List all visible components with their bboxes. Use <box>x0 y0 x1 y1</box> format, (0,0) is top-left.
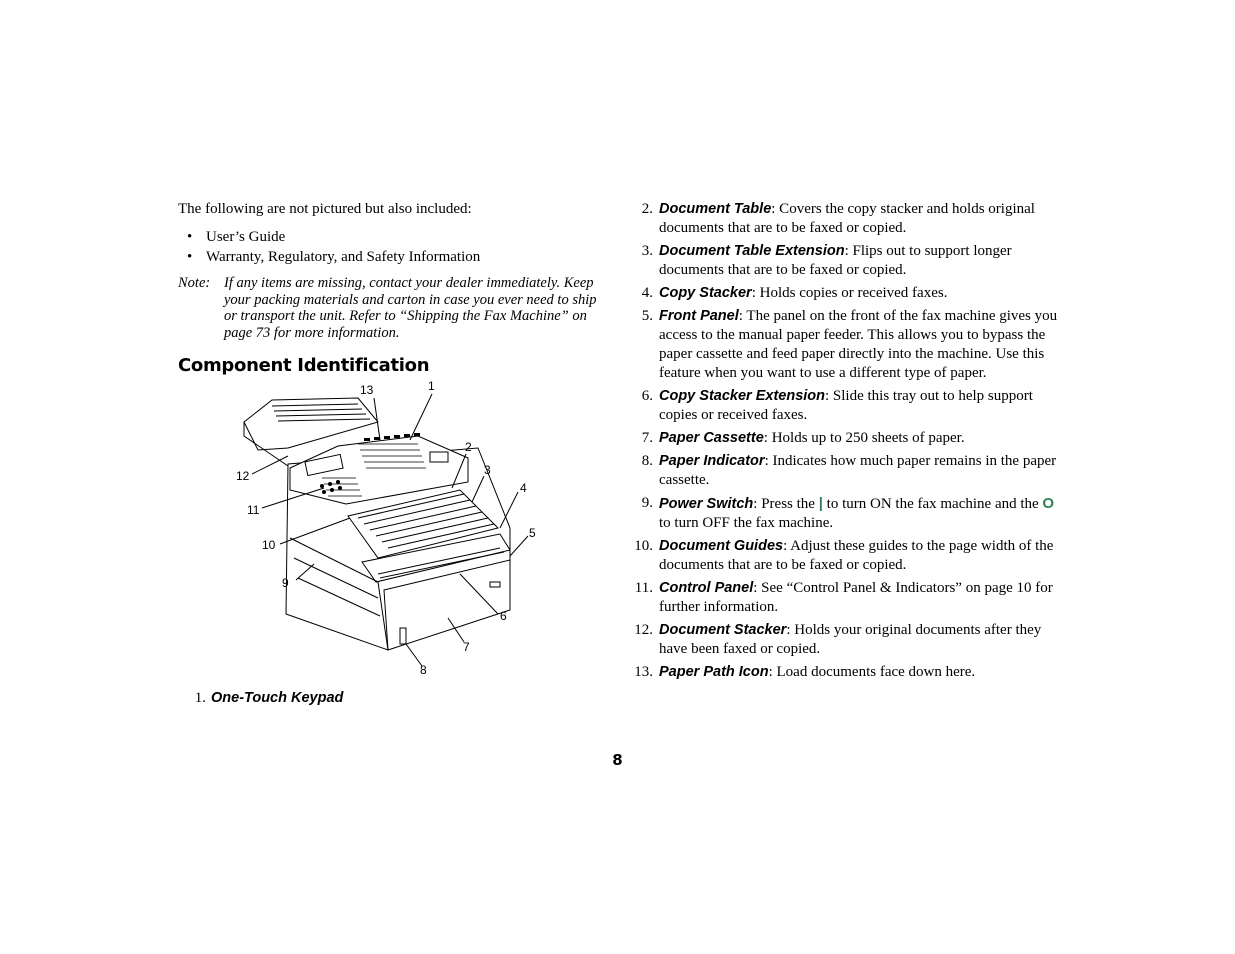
callout-9: 9 <box>282 576 289 590</box>
item-description: : The panel on the front of the fax machine gives you access to the manual paper feeder. This allows you to bypass the paper cassette and feed paper directly into the machine. Use this feature when you want to use a different type of paper. <box>659 308 1058 381</box>
note-text: If any items are missing, contact your dealer immediately. Keep your packing materials and carton in case you ever need to ship or transport the unit. Refer to “Shipping the Fax Machine” on page 73 for more information. <box>224 275 597 341</box>
included-items-list <box>178 227 598 267</box>
list-item <box>628 663 1068 682</box>
item-number: 5. <box>641 308 653 324</box>
fax-machine-diagram <box>228 378 558 680</box>
callout-10: 10 <box>262 538 276 552</box>
item-term: Copy Stacker Extension <box>659 388 825 404</box>
left-column <box>178 200 598 376</box>
callout-8: 8 <box>420 663 427 677</box>
item-description: : Load documents face down here. <box>768 664 976 680</box>
item-description: : Holds up to 250 sheets of paper. <box>763 430 965 446</box>
item-description: : See “Control Panel & Indicators” on page 10 for further information. <box>659 580 1053 615</box>
callout-2: 2 <box>465 440 472 454</box>
item-number: 9. <box>641 495 653 511</box>
item-number: 11. <box>634 580 653 596</box>
callout-12: 12 <box>236 469 250 483</box>
included-item-label: Warranty, Regulatory, and Safety Information <box>206 249 481 265</box>
item-term: Document Guides <box>659 538 784 554</box>
list-item <box>628 429 1068 448</box>
item-description: : Adjust these guides to the page width of the documents that are to be faxed or copied. <box>659 538 1054 573</box>
power-on-symbol: | <box>818 495 823 512</box>
callout-7: 7 <box>463 640 470 654</box>
power-switch-item <box>628 494 1068 533</box>
callout-4: 4 <box>520 481 527 495</box>
list-item <box>628 200 1068 238</box>
item-term: Document Table Extension <box>659 243 845 259</box>
bullet-mark: • <box>187 249 193 265</box>
callout-13: 13 <box>360 383 374 397</box>
item-term: One-Touch Keypad <box>211 690 344 706</box>
list-item <box>628 579 1068 617</box>
item-description: : Covers the copy stacker and holds original documents that are to be faxed or copied. <box>659 201 1035 236</box>
item-term: Paper Indicator <box>659 453 765 469</box>
callout-11: 11 <box>247 503 260 517</box>
item-number: 3. <box>641 243 653 259</box>
list-item <box>628 537 1068 575</box>
list-item <box>628 307 1068 383</box>
item-term: Power Switch <box>659 496 754 512</box>
item-number: 4. <box>641 285 653 301</box>
item-description: : Flips out to support longer documents that are to be faxed or copied. <box>659 243 1012 278</box>
list-item <box>178 227 598 247</box>
item-term: Front Panel <box>659 308 739 324</box>
list-item <box>178 690 343 707</box>
list-item <box>628 387 1068 425</box>
list-item <box>628 621 1068 659</box>
item-number: 8. <box>641 453 653 469</box>
item-number: 6. <box>641 388 653 404</box>
item-description: to turn OFF the fax machine. <box>659 515 834 531</box>
component-list <box>628 200 1068 682</box>
item-number: 13. <box>634 664 653 680</box>
item-term: Document Table <box>659 201 772 217</box>
item-term: Control Panel <box>659 580 754 596</box>
item-term: Paper Path Icon <box>659 664 769 680</box>
note-label: Note: <box>178 275 211 291</box>
list-item <box>628 242 1068 280</box>
missing-items-note <box>178 275 598 341</box>
item-number: 1. <box>194 690 206 706</box>
callout-3: 3 <box>484 463 491 477</box>
callout-1: 1 <box>428 379 435 393</box>
list-item <box>628 284 1068 303</box>
power-off-symbol: O <box>1042 495 1055 512</box>
item-number: 10. <box>634 538 653 554</box>
right-column <box>628 200 1068 686</box>
item-number: 2. <box>641 201 653 217</box>
item-term: Paper Cassette <box>659 430 764 446</box>
section-heading: Component Identification <box>178 355 430 377</box>
callout-6: 6 <box>500 609 507 623</box>
item-description: : Holds your original documents after they have been faxed or copied. <box>659 622 1042 657</box>
item-description: : Press the <box>753 496 819 512</box>
intro-text: The following are not pictured but also included: <box>178 201 472 217</box>
item-description: : Holds copies or received faxes. <box>751 285 948 301</box>
included-item-label: User’s Guide <box>206 229 286 245</box>
item-description: to turn ON the fax machine and the <box>822 496 1043 512</box>
item-number: 7. <box>641 430 653 446</box>
item-term: Document Stacker <box>659 622 787 638</box>
item-description: : Slide this tray out to help support copies or received faxes. <box>659 388 1033 423</box>
item-description: : Indicates how much paper remains in the paper cassette. <box>659 453 1057 488</box>
list-item <box>178 247 598 267</box>
item-number: 12. <box>634 622 653 638</box>
list-item <box>628 452 1068 490</box>
fax-machine-illustration <box>228 378 558 680</box>
page-number: 8 <box>612 751 623 769</box>
item-term: Copy Stacker <box>659 285 752 301</box>
bullet-mark: • <box>187 229 193 245</box>
callout-5: 5 <box>529 526 536 540</box>
